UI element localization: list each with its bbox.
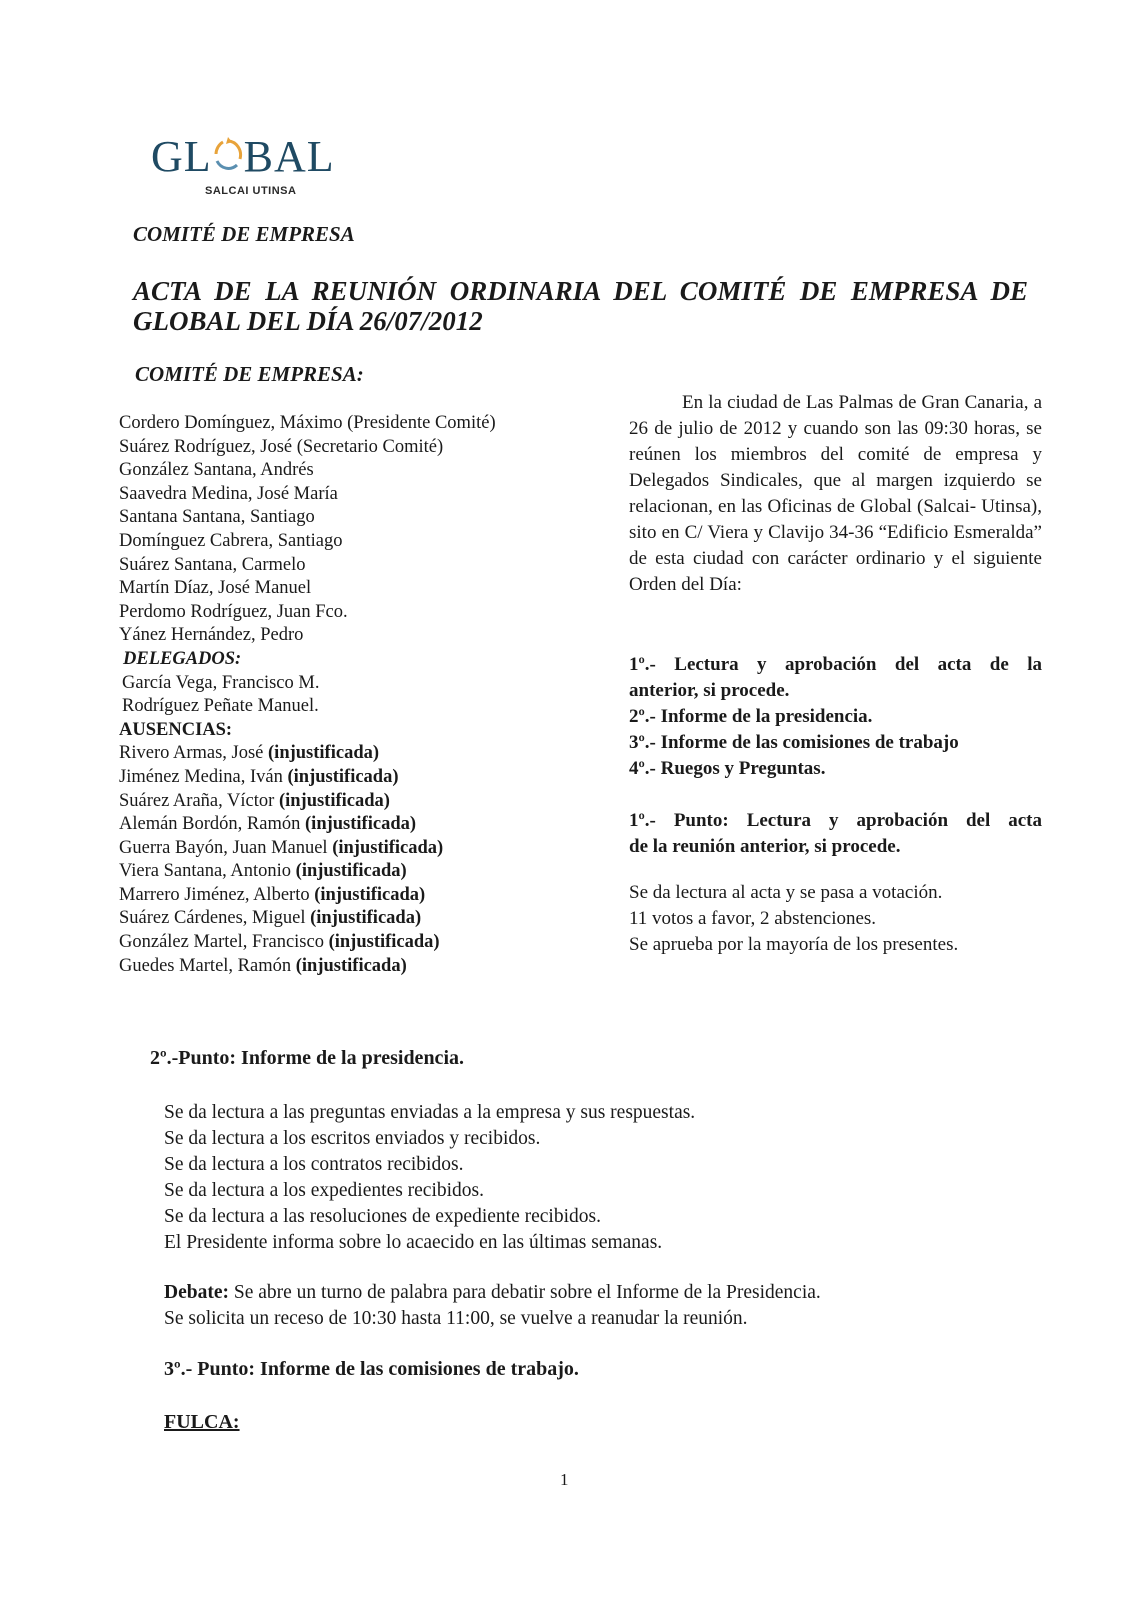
debate-label: Debate: — [164, 1282, 229, 1303]
attendee-list — [119, 412, 496, 978]
intro-paragraph: En la ciudad de Las Palmas de Gran Canaria, a 26 de julio de 2012 y cuando son las 09:30 horas, se reúnen los miembros del comité de empresa y Delegados Sindicales, que al margen izquierdo se relacionan, en las Oficinas de Global (Salcai- Utinsa), sito en C/ Viera y Clavijo 34-36 “Edificio Esmeralda” de esta ciudad con carácter ordinario y el siguiente Orden del Día: — [629, 392, 1042, 595]
agenda — [629, 652, 1042, 782]
absences-heading: AUSENCIAS: — [119, 719, 233, 740]
agenda-item-1: 1º.- Lectura y aprobación del acta de la — [629, 654, 1042, 675]
member-item: Domínguez Cabrera, Santiago — [119, 530, 343, 551]
absence-item: González Martel, Francisco (injustificada) — [119, 932, 440, 953]
resolution-line: 11 votos a favor, 2 abstenciones. — [629, 908, 877, 929]
delegates-heading: DELEGADOS: — [123, 648, 242, 669]
recycle-ring-icon — [213, 137, 243, 173]
committee-heading: COMITÉ DE EMPRESA — [133, 222, 355, 246]
member-item: Cordero Domínguez, Máximo (Presidente Comité) — [119, 413, 496, 433]
resolution-line: Se aprueba por la mayoría de los presentes. — [629, 934, 959, 955]
delegate-item: Rodríguez Peñate Manuel. — [122, 696, 319, 717]
page-number: 1 — [560, 1470, 569, 1489]
agenda-item-1-cont: anterior, si procede. — [629, 680, 790, 701]
document-title-line2: GLOBAL DEL DÍA 26/07/2012 — [133, 306, 483, 336]
absence-item: Rivero Armas, José (injustificada) — [119, 743, 380, 764]
point2-line: Se da lectura a los escritos enviados y recibidos. — [164, 1128, 541, 1149]
debate-line: Debate: Se abre un turno de palabra para debatir sobre el Informe de la Presidencia. — [164, 1282, 821, 1303]
agenda-item-2: 2º.- Informe de la presidencia. — [629, 706, 873, 727]
point2-title: 2º.-Punto: Informe de la presidencia. — [150, 1047, 464, 1069]
member-item: Saavedra Medina, José María — [119, 483, 338, 504]
point2-line: Se da lectura a los expedientes recibidos. — [164, 1180, 485, 1201]
document-title-line1: ACTA DE LA REUNIÓN ORDINARIA DEL COMITÉ DE EMPRESA DE — [133, 276, 1028, 306]
agenda-item-4: 4º.- Ruegos y Preguntas. — [629, 758, 826, 779]
logo-text-right: BAL — [243, 132, 335, 181]
member-item: Yánez Hernández, Pedro — [119, 625, 304, 646]
global-logo — [151, 132, 335, 181]
absence-item: Suárez Cárdenes, Miguel (injustificada) — [119, 908, 422, 929]
absence-item: Alemán Bordón, Ramón (injustificada) — [119, 814, 417, 835]
absence-item: Marrero Jiménez, Alberto (injustificada) — [119, 884, 426, 905]
logo-tagline: SALCAI UTINSA — [205, 185, 297, 197]
resolution-line: Se da lectura al acta y se pasa a votación. — [629, 882, 943, 903]
debate-section — [164, 1280, 821, 1332]
absence-item: Guerra Bayón, Juan Manuel (injustificada) — [119, 837, 444, 858]
point2-line: El Presidente informa sobre lo acaecido en las últimas semanas. — [164, 1232, 663, 1253]
fulca-heading: FULCA: — [164, 1411, 240, 1433]
absence-item: Suárez Araña, Víctor (injustificada) — [119, 790, 390, 811]
agenda-item-3: 3º.- Informe de las comisiones de trabajo — [629, 732, 959, 753]
absence-item: Guedes Martel, Ramón (injustificada) — [119, 955, 407, 976]
delegate-item: García Vega, Francisco M. — [122, 672, 320, 693]
member-item: Santana Santana, Santiago — [119, 507, 315, 528]
point2-line: Se da lectura a los contratos recibidos. — [164, 1154, 464, 1175]
absence-item: Viera Santana, Antonio (injustificada) — [119, 861, 407, 882]
point2-line: Se da lectura a las preguntas enviadas a la empresa y sus respuestas. — [164, 1102, 696, 1123]
point2-line: Se da lectura a las resoluciones de expediente recibidos. — [164, 1206, 601, 1227]
point2-body — [164, 1100, 695, 1256]
absence-item: Jiménez Medina, Iván (injustificada) — [119, 766, 399, 787]
attendees-heading: COMITÉ DE EMPRESA: — [135, 362, 364, 386]
point1-resolution — [629, 880, 1042, 958]
member-item: Perdomo Rodríguez, Juan Fco. — [119, 601, 348, 622]
member-item: Suárez Santana, Carmelo — [119, 554, 306, 575]
recess-line: Se solicita un receso de 10:30 hasta 11:00, se vuelve a reanudar la reunión. — [164, 1308, 748, 1329]
member-item: González Santana, Andrés — [119, 460, 314, 481]
member-item: Martín Díaz, José Manuel — [119, 578, 312, 599]
logo-text-left: GL — [151, 132, 212, 181]
point3-title: 3º.- Punto: Informe de las comisiones de trabajo. — [164, 1358, 579, 1380]
member-item: Suárez Rodríguez, José (Secretario Comité) — [119, 436, 444, 457]
point1-title: 1º.- Punto: Lectura y aprobación del acta de la reunión anterior, si procede. — [629, 810, 1042, 857]
